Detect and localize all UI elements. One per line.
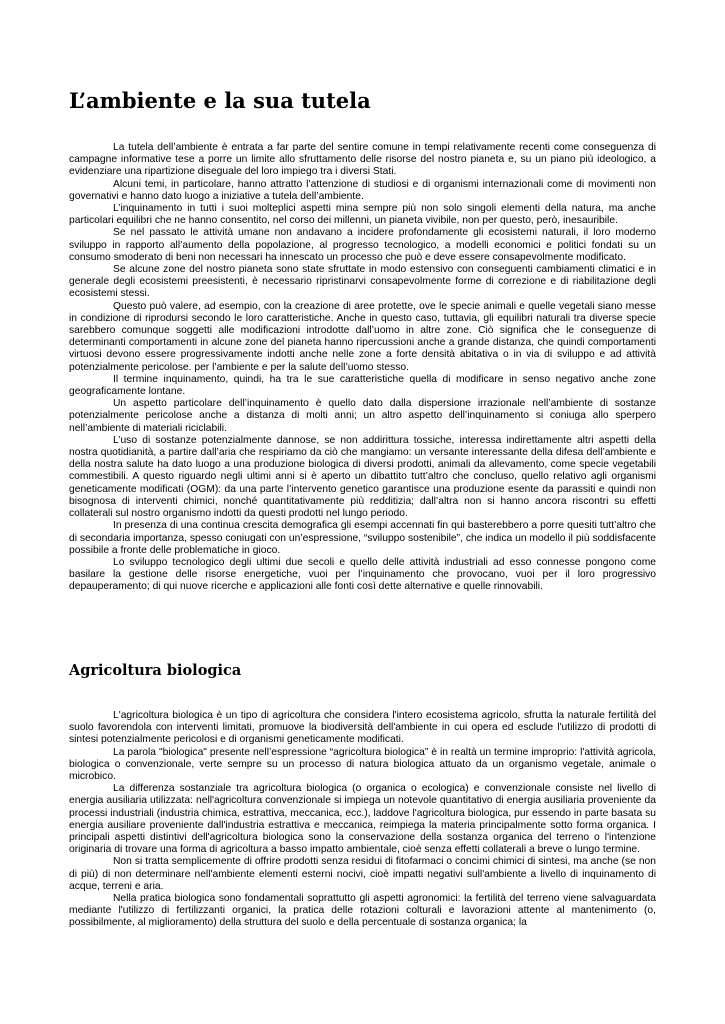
paragraph: Non si tratta semplicemente di offrire prodotti senza residui di fitofarmaci o concimi chimici di sintesi, ma anche (se non di più) di non determinare nell'ambiente elementi esterni nocivi, cioè impatti negativi sull'ambiente a livello di inquinamento di acque, terreni e aria. xyxy=(69,856,656,892)
intro-text xyxy=(69,142,656,594)
paragraph: La differenza sostanziale tra agricoltura biologica (o organica o ecologica) e convenzionale consiste nel livello di energia ausiliaria utilizzata: nell'agricoltura convenzionale si impiega un notevole quantitativo di energia ausiliaria proveniente da processi industriali (industria chimica, estrattiva, meccanica, ecc.), laddove l'agricoltura biologica, pur essendo in parte basata su energia ausiliare proveniente dall'industria estrattiva e meccanica, reimpiega la materia principalmente sotto forma organica. I principali aspetti distintivi dell'agricoltura biologica sono la conservazione della sostanza organica del terreno o l'intenzione originaria di trovare una forma di agricoltura a basso impatto ambientale, cioè senza effetti collaterali a breve o lungo termine. xyxy=(69,783,656,856)
paragraph: Il termine inquinamento, quindi, ha tra le sue caratteristiche quella di modificare in senso negativo anche zone geograficamente lontane. xyxy=(69,373,656,398)
paragraph: Lo sviluppo tecnologico degli ultimi due secoli e quello delle attività industriali ad esso connesse pongono come basilare la gestione delle risorse energetiche, vuoi per l’inquinamento che provocano, vuoi per il loro progressivo depauperamento; di qui nuove ricerche e applicazioni alle fonti così dette alternative e quelle rinnovabili. xyxy=(69,556,656,593)
paragraph: Un aspetto particolare dell’inquinamento è quello dato dalla dispersione irrazionale nell’ambiente di sostanze potenzialmente pericolose anche a distanza di molti anni; un altro aspetto dell’inquinamento si coniuga allo sperpero nell’ambiente di materiali riciclabili. xyxy=(69,398,656,434)
paragraph: Se alcune zone del nostro pianeta sono state sfruttate in modo estensivo con conseguenti cambiamenti climatici e in generale degli ecosistemi preesistenti, è necessario ripristinarvi consapevolmente forme di correzione e di riabilitazione degli ecosistemi stessi. xyxy=(69,264,656,300)
paragraph: In presenza di una continua crescita demografica gli esempi accennati fin qui basterebbero a porre quesiti tutt’altro che di secondaria importanza, spesso coniugati con un’espressione, “sviluppo sostenibile”, che indica un modello il più soddisfacente possibile a fronte delle problematiche in gioco. xyxy=(69,520,656,556)
page-title: L’ambiente e la sua tutela xyxy=(69,88,371,113)
section-heading: Agricoltura biologica xyxy=(69,662,242,679)
paragraph: Se nel passato le attività umane non andavano a incidere profondamente gli ecosistemi naturali, il loro moderno sviluppo in rapporto all’aumento della popolazione, al progresso tecnologico, a modelli economici e politici fondati su un consumo smoderato di beni non necessari ha innescato un processo che può e deve essere consapevolmente modificato. xyxy=(69,227,656,263)
paragraph: L’inquinamento in tutti i suoi molteplici aspetti mina sempre più non solo singoli elementi della natura, ma anche particolari equilibri che ne hanno consentito, nel corso dei millenni, un pianeta vivibile, non per questo, però, inesauribile. xyxy=(69,203,656,227)
paragraph: La parola "biologica" presente nell’espressione “agricoltura biologica” è in realtà un termine improprio: l'attività agricola, biologica o convenzionale, verte sempre su un processo di natura biologica attuato da un organismo vegetale, animale o microbico. xyxy=(69,746,656,783)
paragraph: Nella pratica biologica sono fondamentali soprattutto gli aspetti agronomici: la fertilità del terreno viene salvaguardata mediante l'utilizzo di fertilizzanti organici, la pratica delle rotazioni colturali e lavorazioni attente al mantenimento (o, possibilmente, al miglioramento) della struttura del suolo e della percentuale di sostanza organica; la xyxy=(69,893,656,929)
paragraph: Questo può valere, ad esempio, con la creazione di aree protette, ove le specie animali e quelle vegetali siano messe in condizione di riprodursi secondo le loro caratteristiche. Anche in questo caso, tuttavia, gli equilibri naturali tra diverse specie sarebbero comunque soggetti alle modificazioni introdotte dall’uomo in altre zone. Ciò significa che le conseguenze di determinanti comportamenti in alcune zone del pianeta hanno ripercussioni anche a grande distanza, che quindi comportamenti virtuosi devono essere progressivamente indotti anche nelle zone a forte densità abitativa o in via di sviluppo e ad attività potenzialmente pericolose. per l’ambiente e per la salute dell’uomo stesso. xyxy=(69,300,656,373)
section-text xyxy=(69,710,656,930)
paragraph: L’uso di sostanze potenzialmente dannose, se non addirittura tossiche, interessa indirettamente altri aspetti della nostra quotidianità, a partire dall’aria che respiriamo da ciò che mangiamo: un versante interessante della difesa dell’ambiente e della nostra salute ha dato luogo a una produzione biologica di diversi prodotti, animali da allevamento, come specie vegetabili commestibili. A questo riguardo negli ultimi anni si è aperto un dibattito tutt’altro che concluso, quello relativo agli organismi geneticamente modificati (OGM): da una parte l’intervento genetico garantisce una produzione esente da parassiti e quindi non bisognosa di interventi chimici, nonché quantitativamente più redditizia; dall’altra non si hanno ancora riscontri su effetti collaterali sul nostro organismo indotti da questi prodotti nel lungo periodo. xyxy=(69,434,656,520)
paragraph: La tutela dell’ambiente è entrata a far parte del sentire comune in tempi relativamente recenti come conseguenza di campagne informative tese a porre un limite allo sfruttamento delle risorse del nostro pianeta e, su un piano più ideologico, a evidenziare una ripartizione diseguale del loro impiego tra i diversi Stati. xyxy=(69,142,656,178)
paragraph: L'agricoltura biologica è un tipo di agricoltura che considera l'intero ecosistema agricolo, sfrutta la naturale fertilità del suolo favorendola con interventi limitati, promuove la biodiversità dell'ambiente in cui opera ed esclude l'utilizzo di prodotti di sintesi potenzialmente pericolosi e di organismi geneticamente modificati. xyxy=(69,710,656,746)
paragraph: Alcuni temi, in particolare, hanno attratto l’attenzione di studiosi e di organismi internazionali come di movimenti non governativi e hanno dato luogo a iniziative a tutela dell’ambiente. xyxy=(69,178,656,202)
